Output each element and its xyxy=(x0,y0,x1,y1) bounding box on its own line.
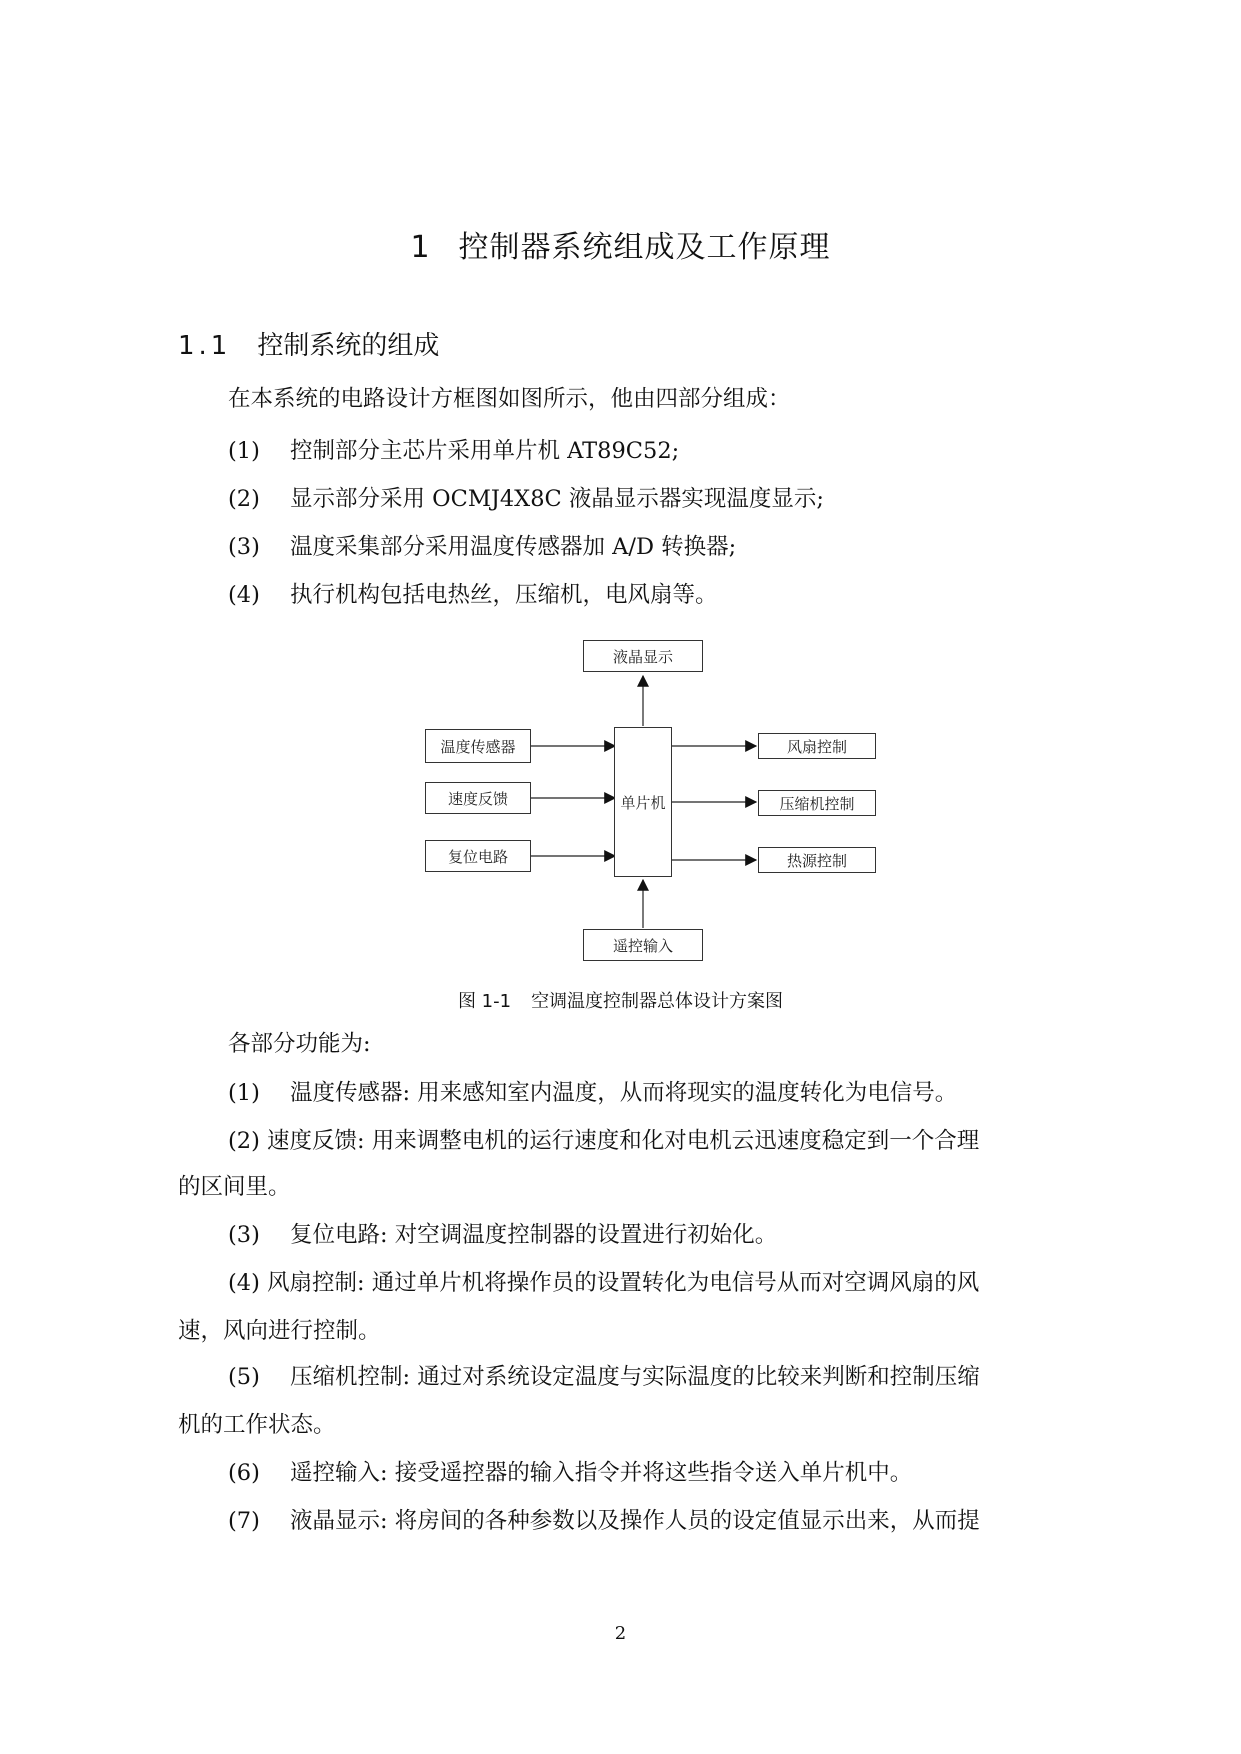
lcd-display-box: 液晶显示 xyxy=(583,640,703,672)
component-item xyxy=(228,436,679,466)
component-item xyxy=(228,580,718,610)
component-item xyxy=(228,532,736,562)
item-text: 温度采集部分采用温度传感器加 A/D 转换器; xyxy=(290,534,737,560)
item-number: (3) xyxy=(228,534,260,560)
item-text: 复位电路: 对空调温度控制器的设置进行初始化。 xyxy=(290,1222,778,1248)
temp-sensor-box: 温度传感器 xyxy=(425,729,531,763)
function-item xyxy=(228,1458,912,1488)
chapter-number: 1 xyxy=(410,230,431,265)
function-item-continuation: 机的工作状态。 xyxy=(178,1412,336,1438)
figure-caption xyxy=(0,987,1241,1013)
function-item-continuation: 的区间里。 xyxy=(178,1174,291,1200)
mcu-box: 单片机 xyxy=(614,727,672,877)
speed-feedback-box: 速度反馈 xyxy=(425,782,531,814)
functions-heading: 各部分功能为: xyxy=(228,1031,371,1057)
function-item xyxy=(228,1220,777,1250)
page-number: 2 xyxy=(614,1623,627,1644)
component-item xyxy=(228,484,824,514)
item-text: 显示部分采用 OCMJ4X8C 液晶显示器实现温度显示; xyxy=(290,486,824,512)
item-number: (3) xyxy=(228,1222,260,1248)
chapter-title-text: 控制器系统组成及工作原理 xyxy=(458,230,831,265)
chapter-title xyxy=(0,222,1241,266)
item-number: (5) xyxy=(228,1364,260,1390)
figure-caption-text: 空调温度控制器总体设计方案图 xyxy=(531,991,784,1012)
function-item-line: (2) 速度反馈: 用来调整电机的运行速度和化对电机云迅速度稳定到一个合理 xyxy=(228,1128,980,1154)
intro-paragraph: 在本系统的电路设计方框图如图所示，他由四部分组成： xyxy=(228,386,791,412)
function-item-continuation: 速，风向进行控制。 xyxy=(178,1318,381,1344)
fan-control-box: 风扇控制 xyxy=(758,733,876,759)
item-number: (1) xyxy=(228,1080,260,1106)
item-text: 遥控输入: 接受遥控器的输入指令并将这些指令送入单片机中。 xyxy=(290,1460,913,1486)
function-item-line: (4) 风扇控制: 通过单片机将操作员的设置转化为电信号从而对空调风扇的风 xyxy=(228,1270,980,1296)
section-title xyxy=(178,325,439,362)
function-item xyxy=(228,1078,957,1108)
item-number: (1) xyxy=(228,438,260,464)
item-text: 执行机构包括电热丝，压缩机，电风扇等。 xyxy=(290,582,718,608)
item-number: (2) xyxy=(228,486,260,512)
section-number: 1.1 xyxy=(178,331,232,361)
compressor-control-box: 压缩机控制 xyxy=(758,790,876,816)
heat-source-control-box: 热源控制 xyxy=(758,847,876,873)
function-item xyxy=(228,1362,980,1392)
item-text: 控制部分主芯片采用单片机 AT89C52; xyxy=(290,438,680,464)
item-number: (7) xyxy=(228,1508,260,1534)
section-title-text: 控制系统的组成 xyxy=(257,331,440,361)
item-text: 液晶显示: 将房间的各种参数以及操作人员的设定值显示出来，从而提 xyxy=(290,1508,980,1534)
function-item xyxy=(228,1506,980,1536)
item-text: 压缩机控制: 通过对系统设定温度与实际温度的比较来判断和控制压缩 xyxy=(290,1364,980,1390)
figure-number: 图 1-1 xyxy=(457,991,512,1012)
remote-input-box: 遥控输入 xyxy=(583,929,703,961)
item-text: 温度传感器: 用来感知室内温度，从而将现实的温度转化为电信号。 xyxy=(290,1080,958,1106)
reset-circuit-box: 复位电路 xyxy=(425,840,531,872)
item-number: (4) xyxy=(228,582,260,608)
item-number: (6) xyxy=(228,1460,260,1486)
